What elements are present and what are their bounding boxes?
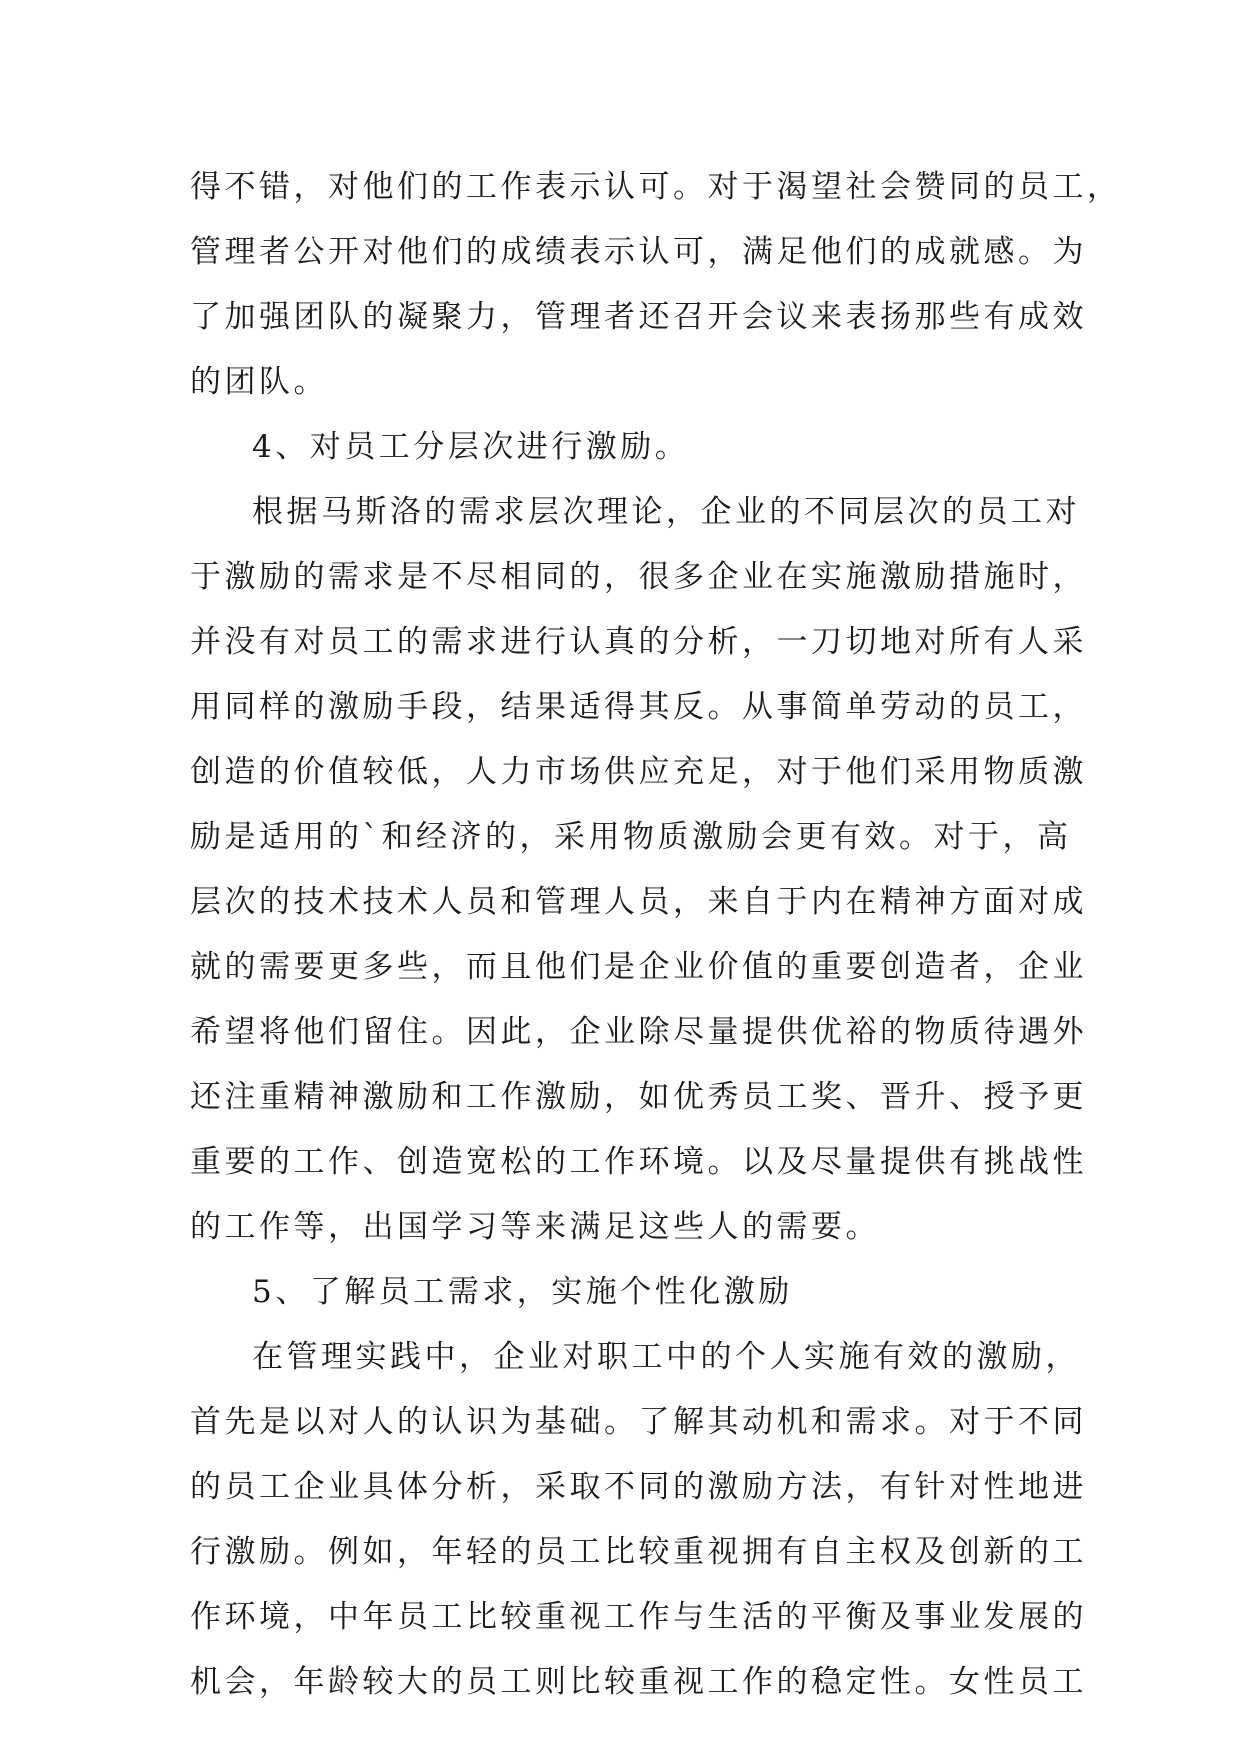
- text-line: 并没有对员工的需求进行认真的分析，一刀切地对所有人采: [190, 624, 1087, 660]
- text-line: 励是适用的`和经济的，采用物质激励会更有效。对于，高: [190, 819, 1072, 855]
- paragraph-first-line: 在管理实践中，企业对职工中的个人实施有效的激励，: [252, 1339, 1080, 1375]
- text-line: 的工作等，出国学习等来满足这些人的需要。: [190, 1209, 880, 1245]
- text-line: 作环境，中年员工比较重视工作与生活的平衡及事业发展的: [190, 1599, 1087, 1635]
- text-line: 管理者公开对他们的成绩表示认可，满足他们的成就感。为: [190, 234, 1087, 270]
- text-line: 希望将他们留住。因此，企业除尽量提供优裕的物质待遇外: [190, 1014, 1087, 1050]
- body-text: [190, 155, 1122, 1715]
- text-line: 用同样的激励手段，结果适得其反。从事简单劳动的员工，: [190, 689, 1087, 725]
- section-heading: 5、了解员工需求，实施个性化激励: [252, 1274, 793, 1310]
- text-line: 得不错，对他们的工作表示认可。对于渴望社会赞同的员工，: [190, 169, 1122, 205]
- text-line: 还注重精神激励和工作激励，如优秀员工奖、晋升、授予更: [190, 1079, 1087, 1115]
- text-line: 于激励的需求是不尽相同的，很多企业在实施激励措施时，: [190, 559, 1087, 595]
- paragraph-first-line: 根据马斯洛的需求层次理论，企业的不同层次的员工对: [252, 494, 1080, 530]
- text-line: 行激励。例如，年轻的员工比较重视拥有自主权及创新的工: [190, 1534, 1087, 1570]
- text-line: 的团队。: [190, 364, 328, 400]
- text-line: 的员工企业具体分析，采取不同的激励方法，有针对性地进: [190, 1469, 1087, 1505]
- section-heading: 4、对员工分层次进行激励。: [252, 429, 690, 465]
- text-line: 机会，年龄较大的员工则比较重视工作的稳定性。女性员工: [190, 1664, 1087, 1700]
- text-line: 就的需要更多些，而且他们是企业价值的重要创造者，企业: [190, 949, 1087, 985]
- text-line: 重要的工作、创造宽松的工作环境。以及尽量提供有挑战性: [190, 1144, 1087, 1180]
- text-line: 创造的价值较低，人力市场供应充足，对于他们采用物质激: [190, 754, 1087, 790]
- text-line: 了加强团队的凝聚力，管理者还召开会议来表扬那些有成效: [190, 299, 1087, 335]
- text-line: 首先是以对人的认识为基础。了解其动机和需求。对于不同: [190, 1404, 1087, 1440]
- text-line: 层次的技术技术人员和管理人员，来自于内在精神方面对成: [190, 884, 1087, 920]
